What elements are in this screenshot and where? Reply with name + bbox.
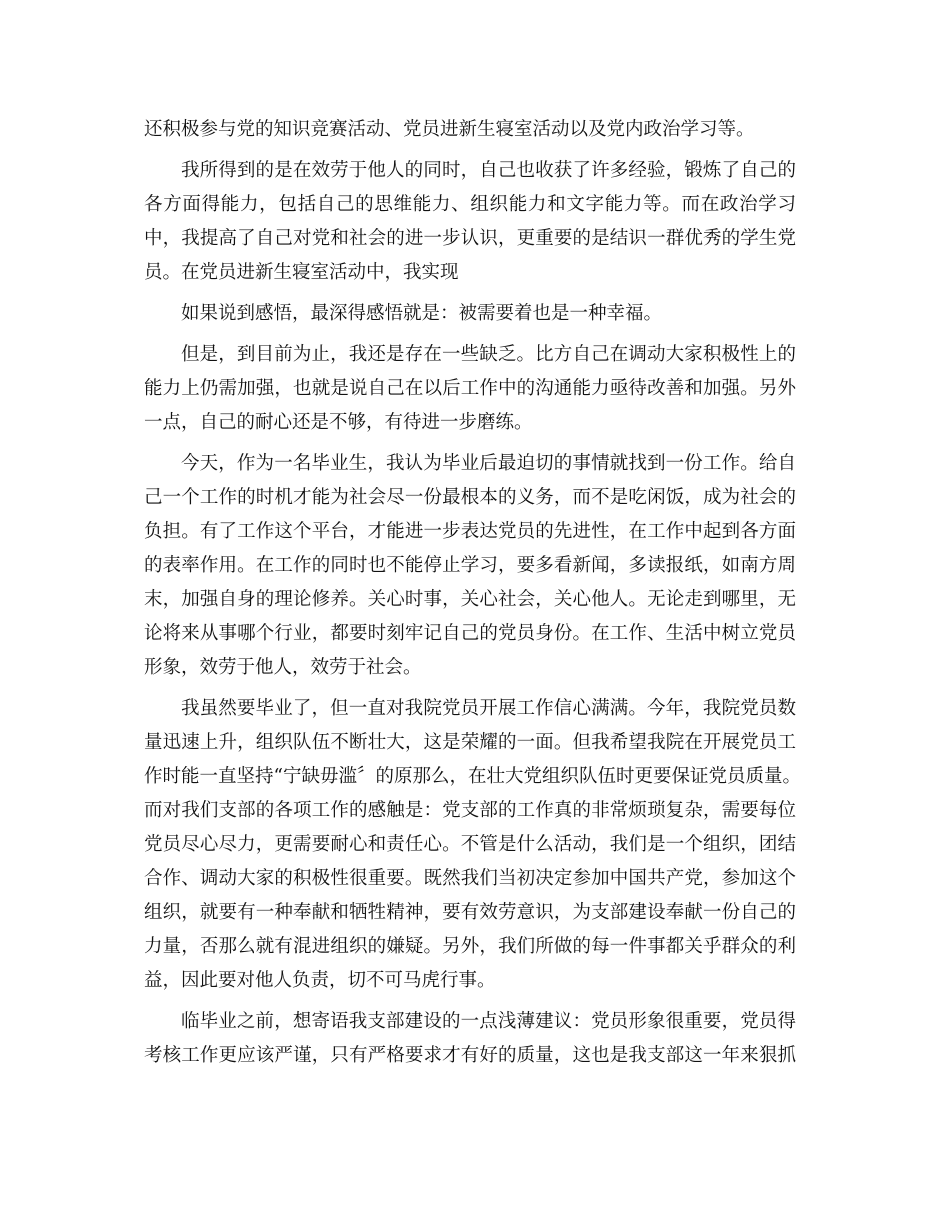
text-line: 合作、调动大家的积极性很重要。既然我们当初决定参加中国共产党，参加这个 [144, 868, 796, 889]
paragraph-6 [144, 692, 801, 998]
text-line: 末，加强自身的理论修养。关心时事，关心社会，关心他人。无论走到哪里，无 [144, 589, 796, 610]
paragraph-4 [144, 338, 796, 440]
text-line: 我虽然要毕业了，但一直对我院党员开展工作信心满满。今年，我院党员数 [181, 698, 796, 719]
text-line: 一点，自己的耐心还是不够，有待进一步磨练。 [144, 412, 533, 433]
text-line: 组织，就要有一种奉献和牺牲精神，要有效劳意识，为支部建设奉献一份自己的 [144, 902, 796, 923]
text-line: 还积极参与党的知识竞赛活动、党员进新生寝室活动以及党内政治学习等。 [144, 119, 755, 140]
text-line: 党员尽心尽力，更需要耐心和责任心。不管是什么活动，我们是一个组织，团结 [144, 834, 796, 855]
text-line: 量迅速上升，组织队伍不断壮大，这是荣耀的一面。但我希望我院在开展党员工 [144, 732, 796, 753]
text-line: 的表率作用。在工作的同时也不能停止学习，要多看新闻，多读报纸，如南方周 [144, 555, 796, 576]
document-body [144, 113, 801, 1080]
text-line: 论将来从事哪个行业，都要时刻牢记自己的党员身份。在工作、生活中树立党员 [144, 623, 796, 644]
text-line: 己一个工作的时机才能为社会尽一份最根本的义务，而不是吃闲饭，成为社会的 [144, 487, 796, 508]
text-line: 负担。有了工作这个平台，才能进一步表达党员的先进性，在工作中起到各方面 [144, 521, 796, 542]
text-line: 形象，效劳于他人，效劳于社会。 [144, 657, 422, 678]
text-line: 临毕业之前，想寄语我支部建设的一点浅薄建议：党员形象很重要，党员得 [181, 1011, 796, 1032]
paragraph-1 [144, 113, 796, 147]
text-line: 益，因此要对他人负责，切不可马虎行事。 [144, 970, 496, 991]
paragraph-7 [144, 1005, 796, 1073]
paragraph-5 [144, 447, 796, 685]
text-line: 员。在党员进新生寝室活动中，我实现 [144, 262, 459, 283]
text-line: 而对我们支部的各项工作的感触是：党支部的工作真的非常烦琐复杂，需要每位 [144, 800, 796, 821]
paragraph-2 [144, 154, 796, 290]
text-line: 如果说到感悟，最深得感悟就是：被需要着也是一种幸福。 [181, 303, 663, 324]
text-line: 我所得到的是在效劳于他人的同时，自己也收获了许多经验，锻炼了自己的 [181, 160, 796, 181]
text-line: 能力上仍需加强，也就是说自己在以后工作中的沟通能力亟待改善和加强。另外 [144, 378, 796, 399]
text-line: 作时能一直坚持“宁缺毋滥〞的原那么，在壮大党组织队伍时更要保证党员质量。 [144, 766, 801, 787]
text-line: 但是，到目前为止，我还是存在一些缺乏。比方自己在调动大家积极性上的 [181, 344, 796, 365]
text-line: 今天，作为一名毕业生，我认为毕业后最迫切的事情就找到一份工作。给自 [181, 453, 796, 474]
text-line: 中，我提高了自己对党和社会的进一步认识，更重要的是结识一群优秀的学生党 [144, 228, 796, 249]
paragraph-3 [144, 297, 796, 331]
text-line: 力量，否那么就有混进组织的嫌疑。另外，我们所做的每一件事都关乎群众的利 [144, 936, 796, 957]
text-line: 各方面得能力，包括自己的思维能力、组织能力和文字能力等。而在政治学习 [144, 194, 796, 215]
text-line: 考核工作更应该严谨，只有严格要求才有好的质量，这也是我支部这一年来狠抓 [144, 1045, 796, 1066]
